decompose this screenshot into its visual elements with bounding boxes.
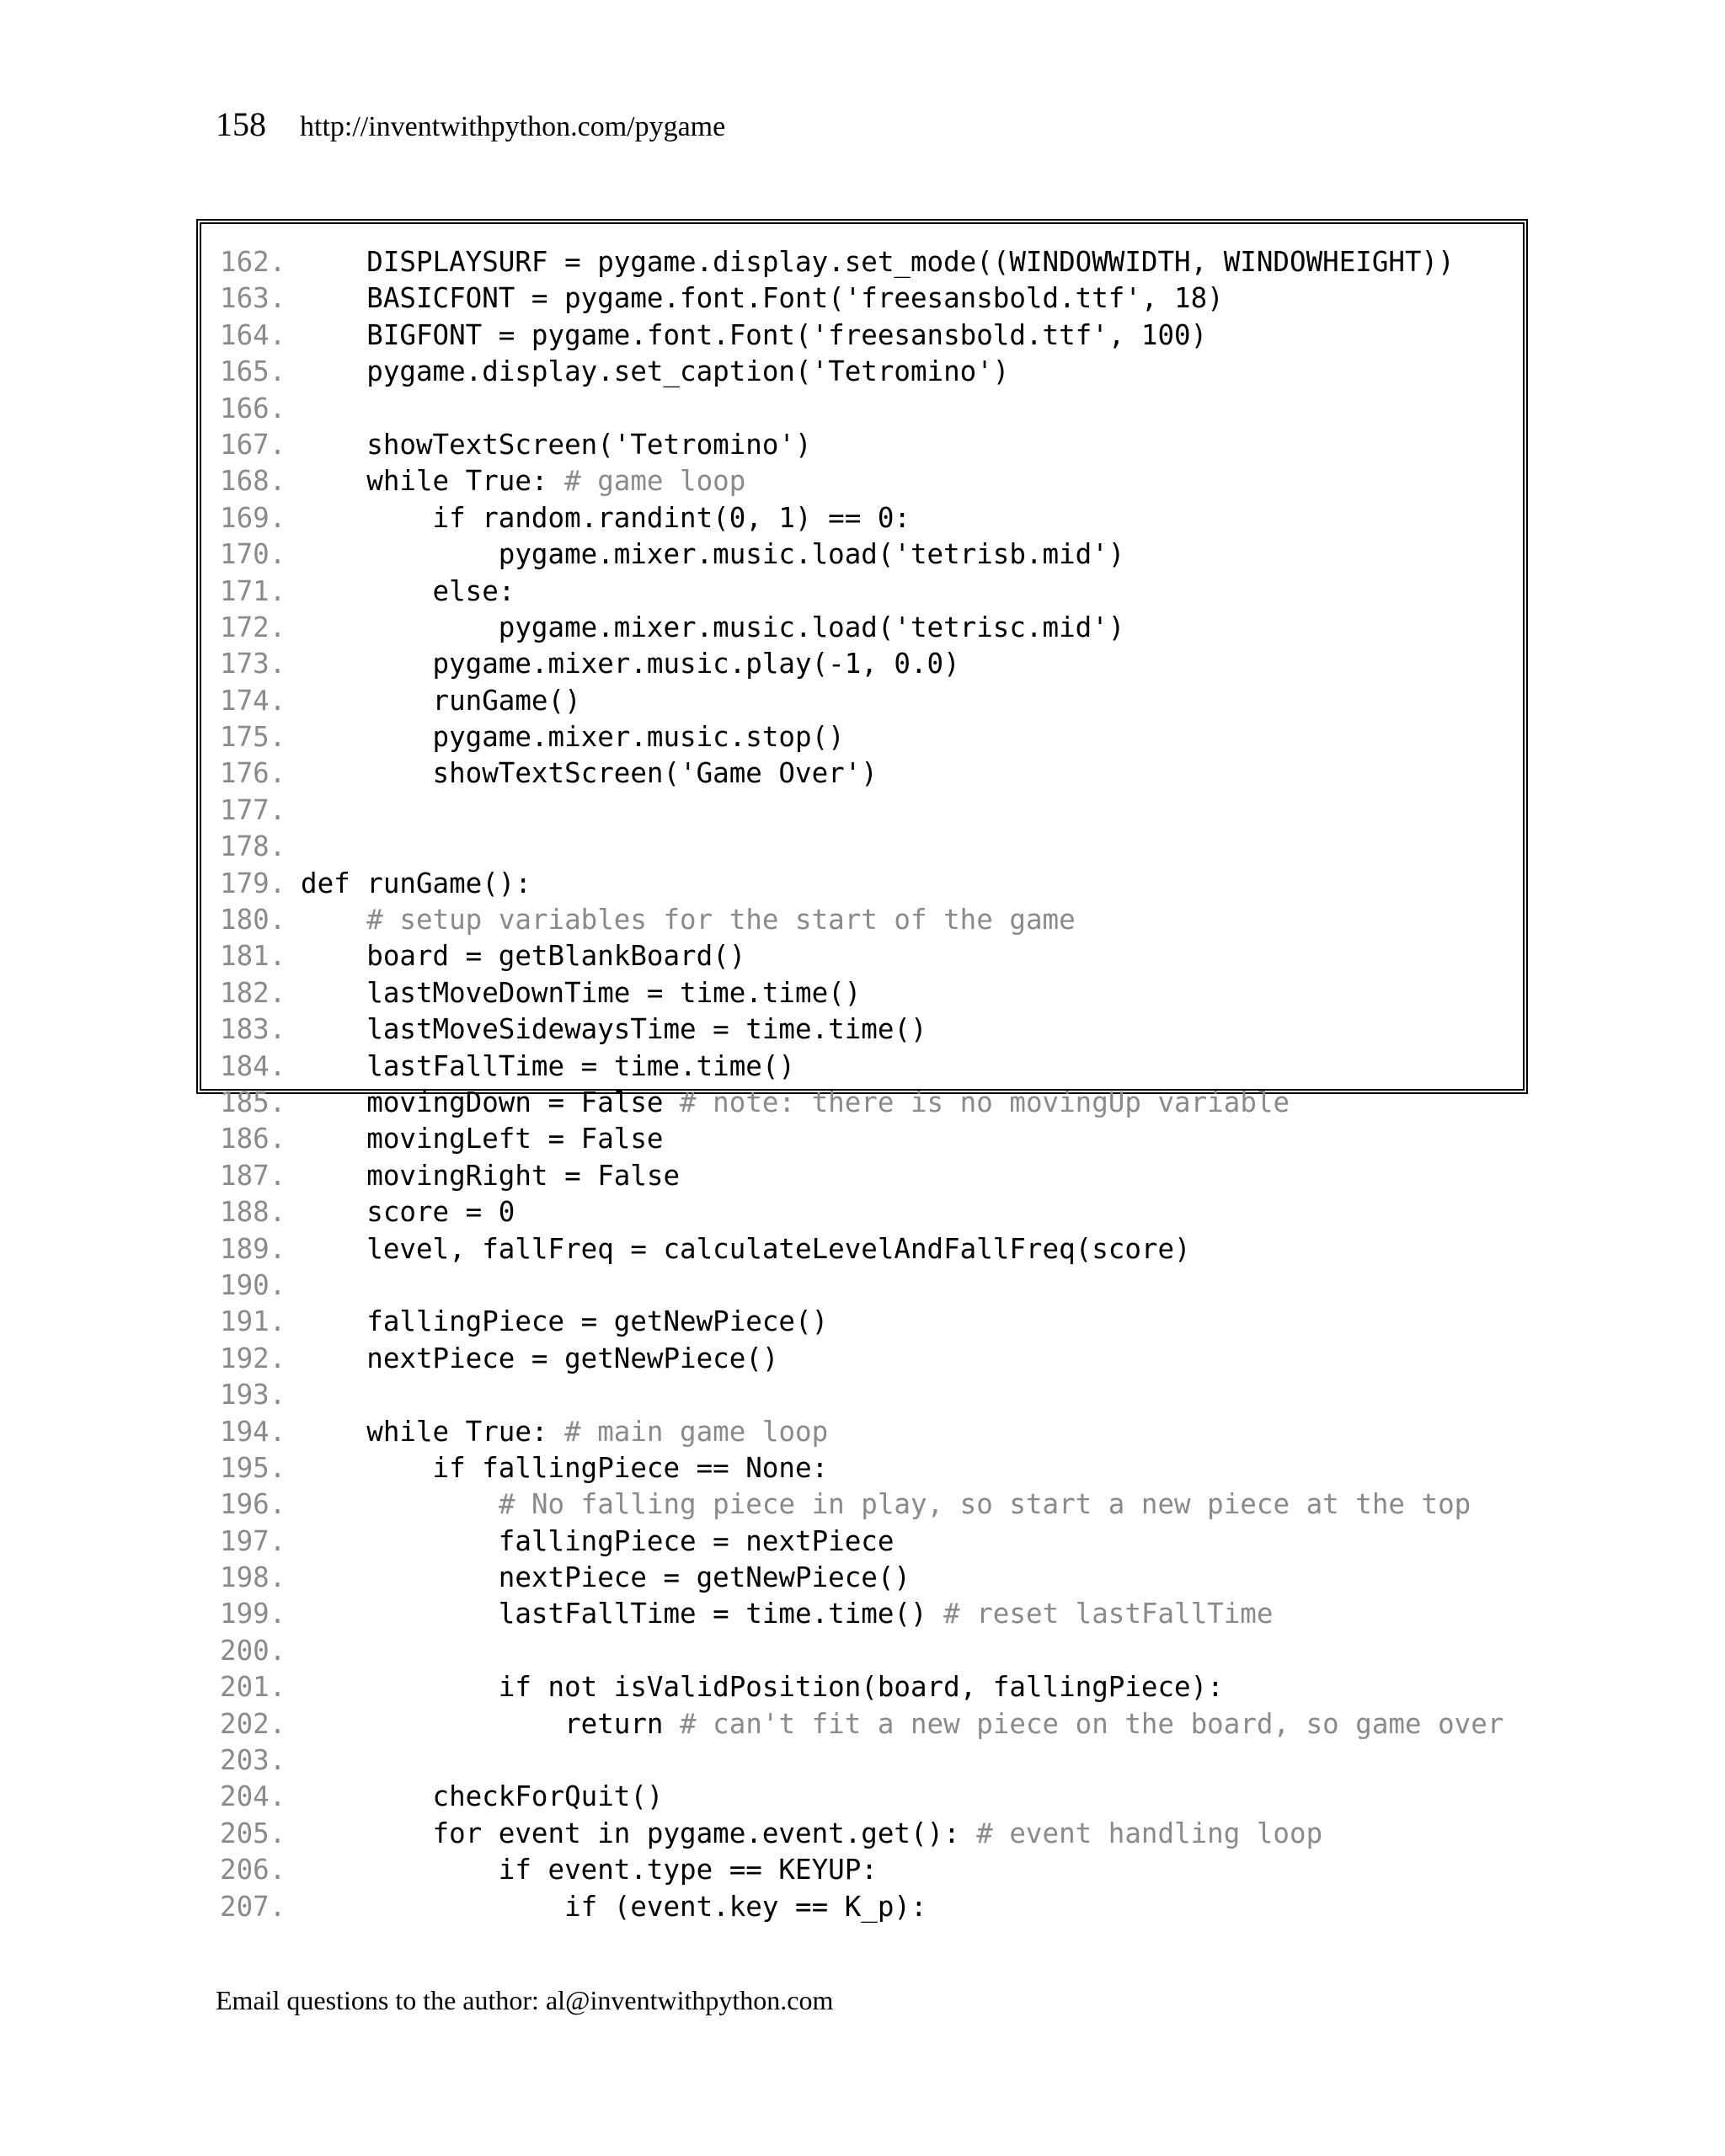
code-line: [220, 1049, 1503, 1085]
code-comment: # game loop: [564, 465, 746, 498]
code-line: [220, 1267, 1503, 1304]
page-footer: Email questions to the author: al@inventwithpython.com: [216, 1985, 834, 2015]
code-line: [220, 574, 1503, 610]
code-line: [220, 1560, 1503, 1596]
code-comment: # event handling loop: [976, 1817, 1323, 1849]
code-text: if event.type == KEYUP:: [301, 1854, 878, 1886]
code-line: [220, 719, 1503, 755]
line-number: 187.: [220, 1159, 286, 1192]
line-number: 190.: [220, 1268, 286, 1301]
code-comment: # reset lastFallTime: [943, 1598, 1274, 1630]
header-url: http://inventwithpython.com/pygame: [300, 111, 726, 142]
line-number: 192.: [220, 1342, 286, 1374]
code-line: [220, 938, 1503, 974]
code-text: DISPLAYSURF = pygame.display.set_mode((WINDOWWIDTH, WINDOWHEIGHT)): [301, 246, 1455, 278]
code-comment: # No falling piece in play, so start a new piece at the top: [498, 1488, 1471, 1521]
code-text: level, fallFreq = calculateLevelAndFallFreq(score): [301, 1232, 1191, 1265]
line-number: 165.: [220, 355, 286, 388]
code-line: [220, 391, 1503, 427]
line-number: 167.: [220, 428, 286, 461]
line-number: 196.: [220, 1488, 286, 1521]
line-number: 169.: [220, 501, 286, 534]
code-line: [220, 755, 1503, 792]
code-line: [220, 1194, 1503, 1230]
line-number: 191.: [220, 1305, 286, 1338]
code-text: showTextScreen('Tetromino'): [301, 428, 812, 461]
code-line: [220, 244, 1503, 280]
code-line: [220, 646, 1503, 682]
line-number: 197.: [220, 1524, 286, 1557]
code-text: lastFallTime = time.time(): [301, 1598, 944, 1630]
code-comment: # can't fit a new piece on the board, so game over: [680, 1707, 1504, 1740]
code-text: fallingPiece = nextPiece: [301, 1524, 895, 1557]
line-number: 173.: [220, 648, 286, 680]
line-number: 199.: [220, 1598, 286, 1630]
code-text: if (event.key == K_p):: [301, 1890, 927, 1923]
code-line: [220, 1121, 1503, 1157]
code-text: lastMoveSidewaysTime = time.time(): [301, 1013, 927, 1046]
code-line: [220, 1889, 1503, 1925]
line-number: 184.: [220, 1049, 286, 1082]
line-number: 206.: [220, 1854, 286, 1886]
page-number: 158: [216, 105, 266, 143]
code-text: movingRight = False: [301, 1159, 681, 1192]
code-line: [220, 318, 1503, 354]
line-number: 175.: [220, 721, 286, 754]
code-line: [220, 1669, 1503, 1705]
line-number: 195.: [220, 1451, 286, 1484]
code-comment: # setup variables for the start of the game: [366, 904, 1076, 937]
code-line: [220, 1742, 1503, 1779]
line-number: 179.: [220, 867, 286, 899]
line-number: 182.: [220, 976, 286, 1009]
line-number: 166.: [220, 392, 286, 424]
code-text: BIGFONT = pygame.font.Font('freesansbold.ttf', 100): [301, 318, 1208, 351]
code-listing-frame: [196, 219, 1528, 1923]
code-text: while True:: [301, 1415, 565, 1448]
line-number: 201.: [220, 1671, 286, 1704]
code-text: score = 0: [301, 1196, 515, 1229]
code-line: [220, 1816, 1503, 1852]
code-text: checkForQuit(): [301, 1780, 664, 1813]
code-line: [220, 1231, 1503, 1267]
code-line: [220, 1158, 1503, 1194]
code-text: else:: [301, 574, 515, 607]
code-text: [301, 1488, 499, 1520]
code-line: [220, 829, 1503, 865]
code-line: [220, 902, 1503, 938]
code-comment: # note: there is no movingUp variable: [680, 1086, 1290, 1118]
code-text: pygame.display.set_caption('Tetromino'): [301, 355, 1010, 388]
code-line: [220, 792, 1503, 829]
line-number: 180.: [220, 904, 286, 937]
code-text: nextPiece = getNewPiece(): [301, 1561, 911, 1594]
code-line: [220, 1486, 1503, 1523]
code-line: [220, 354, 1503, 390]
code-text: lastMoveDownTime = time.time(): [301, 976, 862, 1009]
code-text: nextPiece = getNewPiece(): [301, 1342, 779, 1374]
line-number: 205.: [220, 1817, 286, 1849]
line-number: 188.: [220, 1196, 286, 1229]
line-number: 198.: [220, 1561, 286, 1594]
code-line: [220, 1085, 1503, 1121]
line-number: 186.: [220, 1123, 286, 1155]
code-line: [220, 1414, 1503, 1450]
code-text: pygame.mixer.music.load('tetrisc.mid'): [301, 611, 1125, 643]
code-line: [220, 500, 1503, 536]
code-line: [220, 536, 1503, 573]
code-line: [220, 463, 1503, 499]
code-line: [220, 1524, 1503, 1560]
code-line: [220, 610, 1503, 646]
line-number: 176.: [220, 757, 286, 790]
code-text: showTextScreen('Game Over'): [301, 757, 878, 790]
code-line: [220, 1779, 1503, 1815]
code-line: [220, 1377, 1503, 1413]
code-line: [220, 1852, 1503, 1888]
code-line: [220, 1341, 1503, 1377]
code-text: pygame.mixer.music.stop(): [301, 721, 845, 754]
code-text: board = getBlankBoard(): [301, 940, 746, 973]
code-line: [220, 1633, 1503, 1669]
code-text: fallingPiece = getNewPiece(): [301, 1305, 829, 1338]
line-number: 203.: [220, 1744, 286, 1777]
line-number: 194.: [220, 1415, 286, 1448]
line-number: 174.: [220, 684, 286, 717]
code-line: [220, 1596, 1503, 1632]
code-text: if random.randint(0, 1) == 0:: [301, 501, 911, 534]
line-number: 168.: [220, 465, 286, 498]
code-text: def runGame():: [301, 867, 531, 899]
code-line: [220, 866, 1503, 902]
line-number: 171.: [220, 574, 286, 607]
code-text: lastFallTime = time.time(): [301, 1049, 795, 1082]
line-number: 193.: [220, 1379, 286, 1412]
code-text: return: [301, 1707, 681, 1740]
code-text: for event in pygame.event.get():: [301, 1817, 977, 1849]
code-text: pygame.mixer.music.play(-1, 0.0): [301, 648, 960, 680]
line-number: 172.: [220, 611, 286, 643]
line-number: 185.: [220, 1086, 286, 1118]
code-comment: # main game loop: [564, 1415, 829, 1448]
code-line: [220, 1450, 1503, 1486]
line-number: 170.: [220, 538, 286, 571]
code-text: if not isValidPosition(board, fallingPiece):: [301, 1671, 1224, 1704]
code-line: [220, 1706, 1503, 1742]
code-text: movingLeft = False: [301, 1123, 664, 1155]
code-line: [220, 975, 1503, 1011]
line-number: 202.: [220, 1707, 286, 1740]
line-number: 204.: [220, 1780, 286, 1813]
line-number: 183.: [220, 1013, 286, 1046]
code-text: [301, 904, 366, 936]
line-number: 178.: [220, 830, 286, 863]
code-text: while True:: [301, 465, 565, 498]
code-text: BASICFONT = pygame.font.Font('freesansbold.ttf', 18): [301, 282, 1224, 315]
line-number: 163.: [220, 282, 286, 315]
line-number: 181.: [220, 940, 286, 973]
line-number: 207.: [220, 1890, 286, 1923]
code-listing: [220, 244, 1503, 1925]
code-text: movingDown = False: [301, 1086, 681, 1118]
line-number: 164.: [220, 318, 286, 351]
code-line: [220, 1304, 1503, 1340]
line-number: 177.: [220, 793, 286, 826]
line-number: 189.: [220, 1232, 286, 1265]
code-text: pygame.mixer.music.load('tetrisb.mid'): [301, 538, 1125, 571]
code-line: [220, 1011, 1503, 1048]
code-text: runGame(): [301, 684, 581, 717]
code-text: if fallingPiece == None:: [301, 1451, 829, 1484]
page-header: [216, 105, 726, 143]
code-line: [220, 280, 1503, 317]
code-line: [220, 683, 1503, 719]
line-number: 162.: [220, 246, 286, 278]
code-line: [220, 427, 1503, 463]
line-number: 200.: [220, 1634, 286, 1667]
